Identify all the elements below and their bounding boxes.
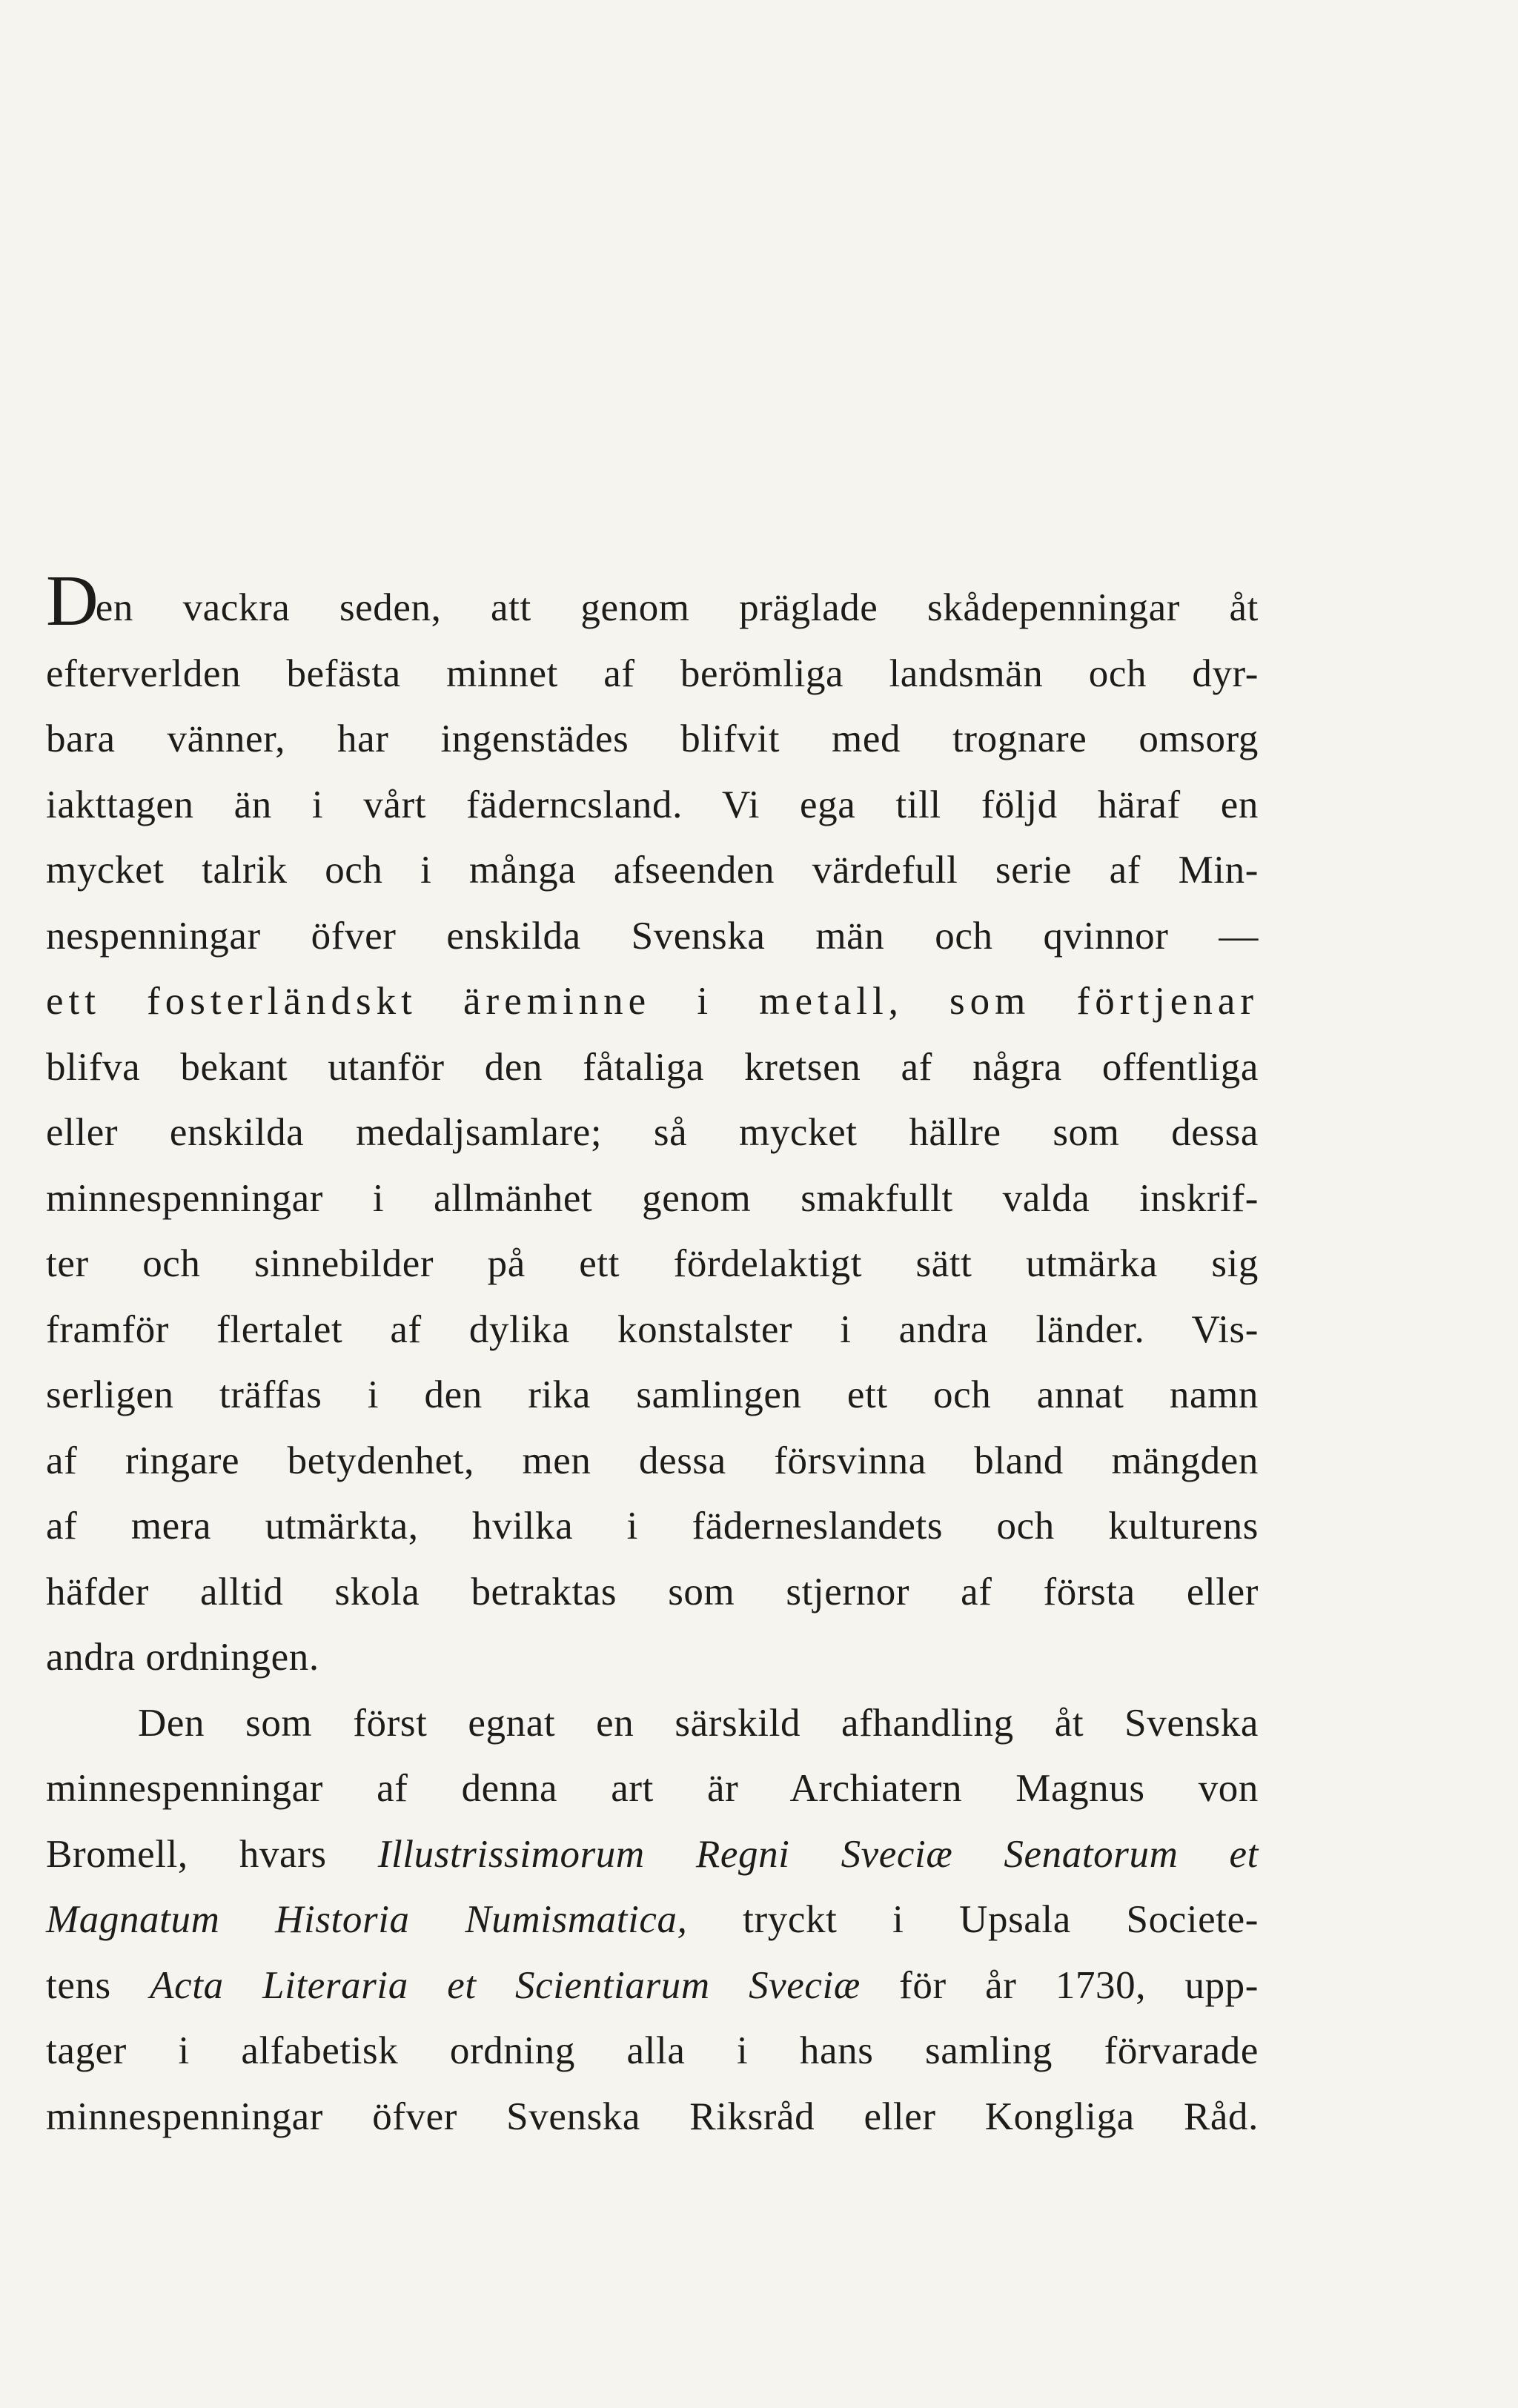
text-line: Den vackra seden, att genom präglade skådepenningar åt bbox=[46, 561, 1259, 641]
paragraph-1 bbox=[46, 561, 1259, 1691]
text-line: ett fosterländskt äreminne i metall, som förtjenar bbox=[46, 980, 1259, 1023]
text-line: eller enskilda medaljsamlare; så mycket hällre som dessa bbox=[46, 1111, 1259, 1154]
paragraph-2 bbox=[46, 1691, 1259, 2150]
text-line: mycket talrik och i många afseenden värdefull serie af Min- bbox=[46, 849, 1259, 892]
text-line: tager i alfabetisk ordning alla i hans samling förvarade bbox=[46, 2029, 1259, 2072]
italic-title: Illustrissimorum Regni Sveciæ Senatorum et bbox=[377, 1832, 1259, 1876]
text-line: minnespenningar i allmänhet genom smakfullt valda inskrif- bbox=[46, 1176, 1259, 1220]
italic-title: Magnatum Historia Numismatica, bbox=[46, 1898, 688, 1941]
text-line: nespenningar öfver enskilda Svenska män och qvinnor — bbox=[46, 914, 1259, 958]
text-line: bara vänner, har ingenstädes blifvit med trognare omsorg bbox=[46, 717, 1259, 760]
text-line: tens Acta Literaria et Scientiarum Sveciæ för år 1730, upp- bbox=[46, 1963, 1259, 2007]
text-line: af mera utmärkta, hvilka i fäderneslandets och kulturens bbox=[46, 1505, 1259, 1548]
text-line: Den som först egnat en särskild afhandling åt Svenska bbox=[138, 1701, 1259, 1745]
italic-title: Acta Literaria et Scientiarum Sveciæ bbox=[150, 1963, 861, 2007]
text-line: serligen träffas i den rika samlingen ett och annat namn bbox=[46, 1373, 1259, 1416]
text-line: efterverlden befästa minnet af berömliga landsmän och dyr- bbox=[46, 651, 1259, 695]
text-line: af ringare betydenhet, men dessa försvinna bland mängden bbox=[46, 1439, 1259, 1482]
text-line: häfder alltid skola betraktas som stjernor af första eller bbox=[46, 1570, 1259, 1613]
text-line: minnespenningar af denna art är Archiatern Magnus von bbox=[46, 1767, 1259, 1810]
text-line: minnespenningar öfver Svenska Riksråd eller Kongliga Råd. bbox=[46, 2094, 1259, 2138]
text-line: Bromell, hvars Illustrissimorum Regni Sveciæ Senatorum et bbox=[46, 1832, 1259, 1876]
text-line: framför flertalet af dylika konstalster i andra länder. Vis- bbox=[46, 1307, 1259, 1351]
text-line: andra ordningen. bbox=[46, 1636, 319, 1679]
drop-cap: D bbox=[46, 561, 96, 641]
text-line: Magnatum Historia Numismatica, tryckt i Upsala Societe- bbox=[46, 1898, 1259, 1941]
text-line: ter och sinnebilder på ett fördelaktigt sätt utmärka sig bbox=[46, 1242, 1259, 1285]
text-line: blifva bekant utanför den fåtaliga kretsen af några offentliga bbox=[46, 1045, 1259, 1089]
text-line: iakttagen än i vårt fäderncsland. Vi ega till följd häraf en bbox=[46, 783, 1259, 826]
body-text bbox=[46, 561, 1259, 2149]
